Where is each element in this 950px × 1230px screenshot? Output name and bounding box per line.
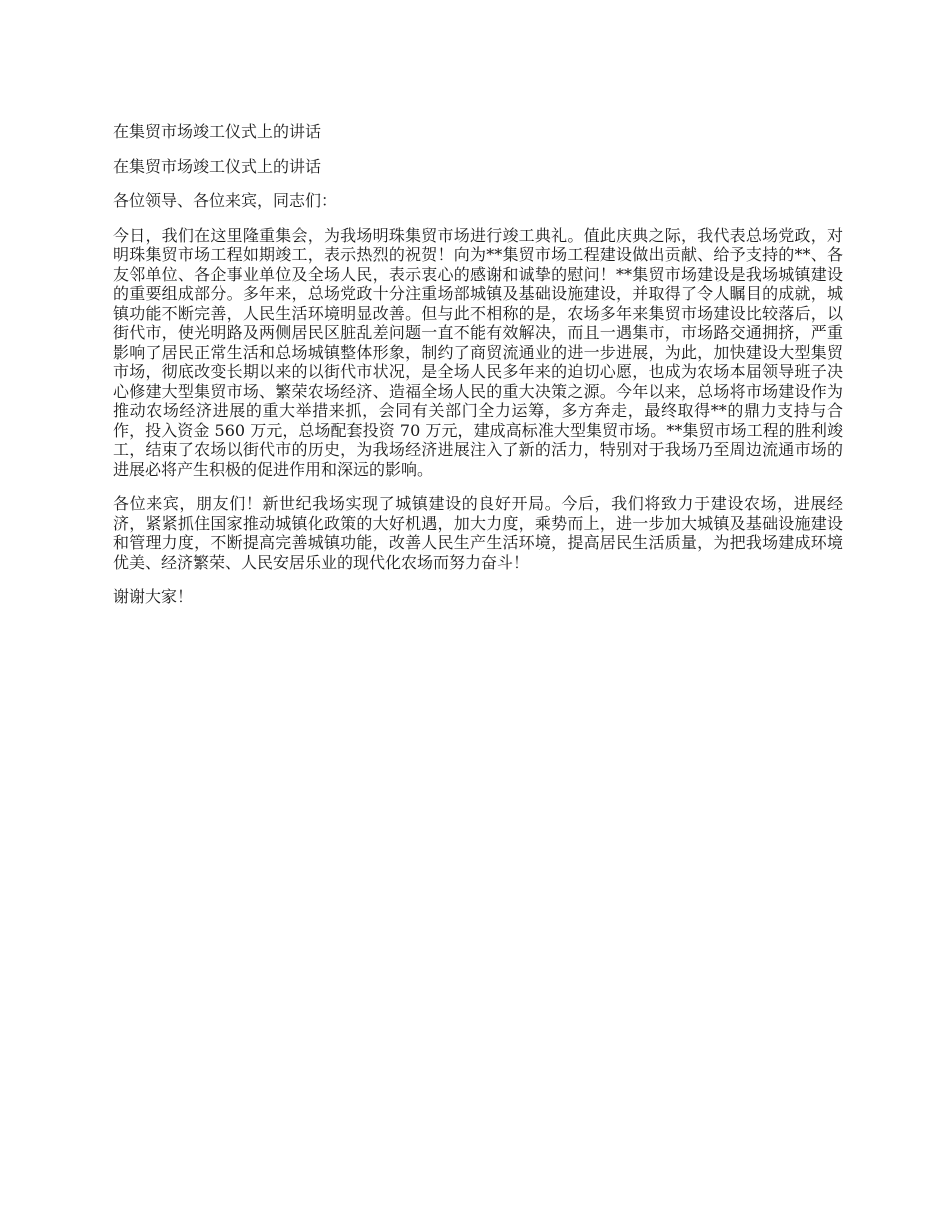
document-page [113,122,843,622]
document-subtitle: 在集贸市场竣工仪式上的讲话 [113,156,322,176]
body-paragraph-2: 各位来宾，朋友们！新世纪我场实现了城镇建设的良好开局。今后，我们将致力于建设农场，进展经济，紧紧抓住国家推动城镇化政策的大好机遇，加大力度，乘势而上，进一步加大城镇及基础设施建设和管理力度，不断提高完善城镇功能，改善人民生产生活环境，提高居民生活质量，为把我场建成环境优美、经济繁荣、人民安居乐业的现代化农场而努力奋斗！ [113,494,843,572]
body-paragraph-1: 今日，我们在这里隆重集会，为我场明珠集贸市场进行竣工典礼。值此庆典之际，我代表总场党政，对明珠集贸市场工程如期竣工，表示热烈的祝贺！向为**集贸市场工程建设做出贡献、给予支持的**、各友邻单位、各企事业单位及全场人民，表示衷心的感谢和诚挚的慰问！**集贸市场建设是我场城镇建设的重要组成部分。多年来，总场党政十分注重场部城镇及基础设施建设，并取得了令人瞩目的成就，城镇功能不断完善，人民生活环境明显改善。但与此不相称的是，农场多年来集贸市场建设比较落后，以街代市，使光明路及两侧居民区脏乱差问题一直不能有效解决，而且一遇集市，市场路交通拥挤，严重影响了居民正常生活和总场城镇整体形象，制约了商贸流通业的进一步进展，为此，加快建设大型集贸市场，彻底改变长期以来的以街代市状况，是全场人民多年来的迫切心愿，也成为农场本届领导班子决心修建大型集贸市场、繁荣农场经济、造福全场人民的重大决策之源。今年以来，总场将市场建设作为推动农场经济进展的重大举措来抓，会同有关部门全力运筹，多方奔走，最终取得**的鼎力支持与合作，投入资金 560 万元，总场配套投资 70 万元，建成高标准大型集贸市场。**集贸市场工程的胜利竣工，结束了农场以街代市的历史，为我场经济进展注入了新的活力，特别对于我场乃至周边流通市场的进展必将产生积极的促进作用和深远的影响。 [113,225,843,479]
salutation: 各位领导、各位来宾，同志们： [113,191,338,210]
document-title: 在集贸市场竣工仪式上的讲话 [113,122,322,141]
closing-line: 谢谢大家！ [113,587,194,606]
